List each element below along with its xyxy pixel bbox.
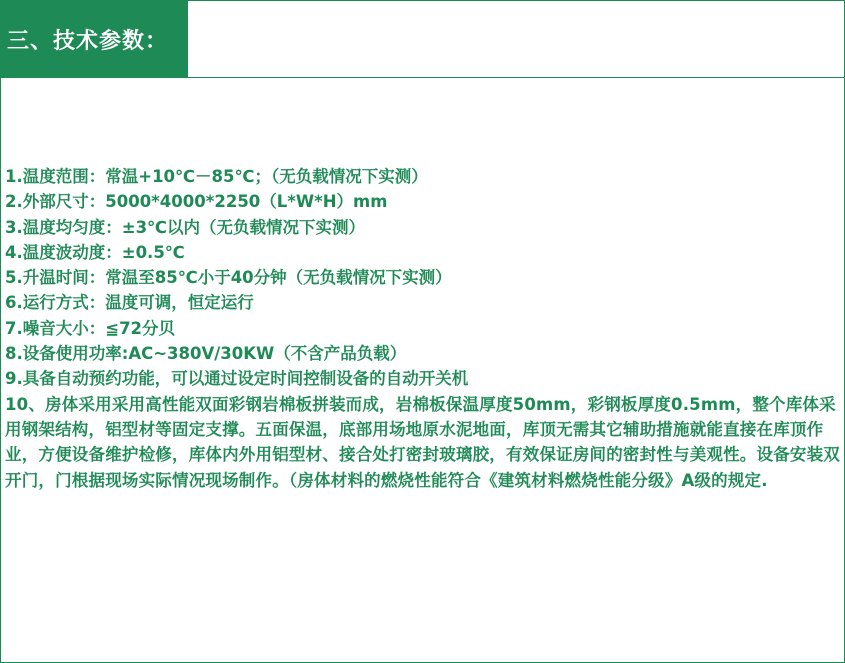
- spec-item-operation-mode: 6.运行方式：温度可调，恒定运行: [5, 293, 254, 313]
- spec-item-room-construction: 10、房体采用采用高性能双面彩钢岩棉板拼装而成，岩棉板保温厚度50mm，彩钢板厚度0.5mm，整个库体采用钢架结构，铝型材等固定支撑。五面保温，底部用场地原水泥地面，库顶无需其它辅助措施就能直接在库顶作业，方便设备维护检修，库体内外用铝型材、接合处打密封玻璃胶，有效保证房间的密封性与美观性。设备安装双开门，门根据现场实际情况现场制作。（房体材料的燃烧性能符合《建筑材料燃烧性能分级》A级的规定.: [5, 394, 840, 490]
- header-divider: [1, 77, 844, 78]
- spec-item-noise-level: 7.噪音大小：≦72分贝: [5, 318, 176, 338]
- spec-item-outer-dimensions: 2.外部尺寸：5000*4000*2250（L*W*H）mm: [5, 192, 388, 212]
- section-title: 三、技术参数：: [7, 28, 169, 54]
- spec-item-scheduling: 9.具备自动预约功能，可以通过设定时间控制设备的自动开关机: [5, 369, 469, 389]
- spec-item-temperature-fluctuation: 4.温度波动度：±0.5℃: [5, 242, 185, 262]
- spec-list: [5, 164, 841, 493]
- spec-item-temperature-uniformity: 3.温度均匀度：±3℃以内（无负载情况下实测）: [5, 217, 366, 237]
- spec-item-heating-time: 5.升温时间：常温至85℃小于40分钟（无负载情况下实测）: [5, 268, 452, 288]
- section-header: [1, 1, 188, 77]
- spec-item-power: 8.设备使用功率:AC~380V/30KW（不含产品负载）: [5, 344, 407, 364]
- spec-item-temperature-range: 1.温度范围：常温+10℃－85℃；（无负载情况下实测）: [5, 167, 428, 186]
